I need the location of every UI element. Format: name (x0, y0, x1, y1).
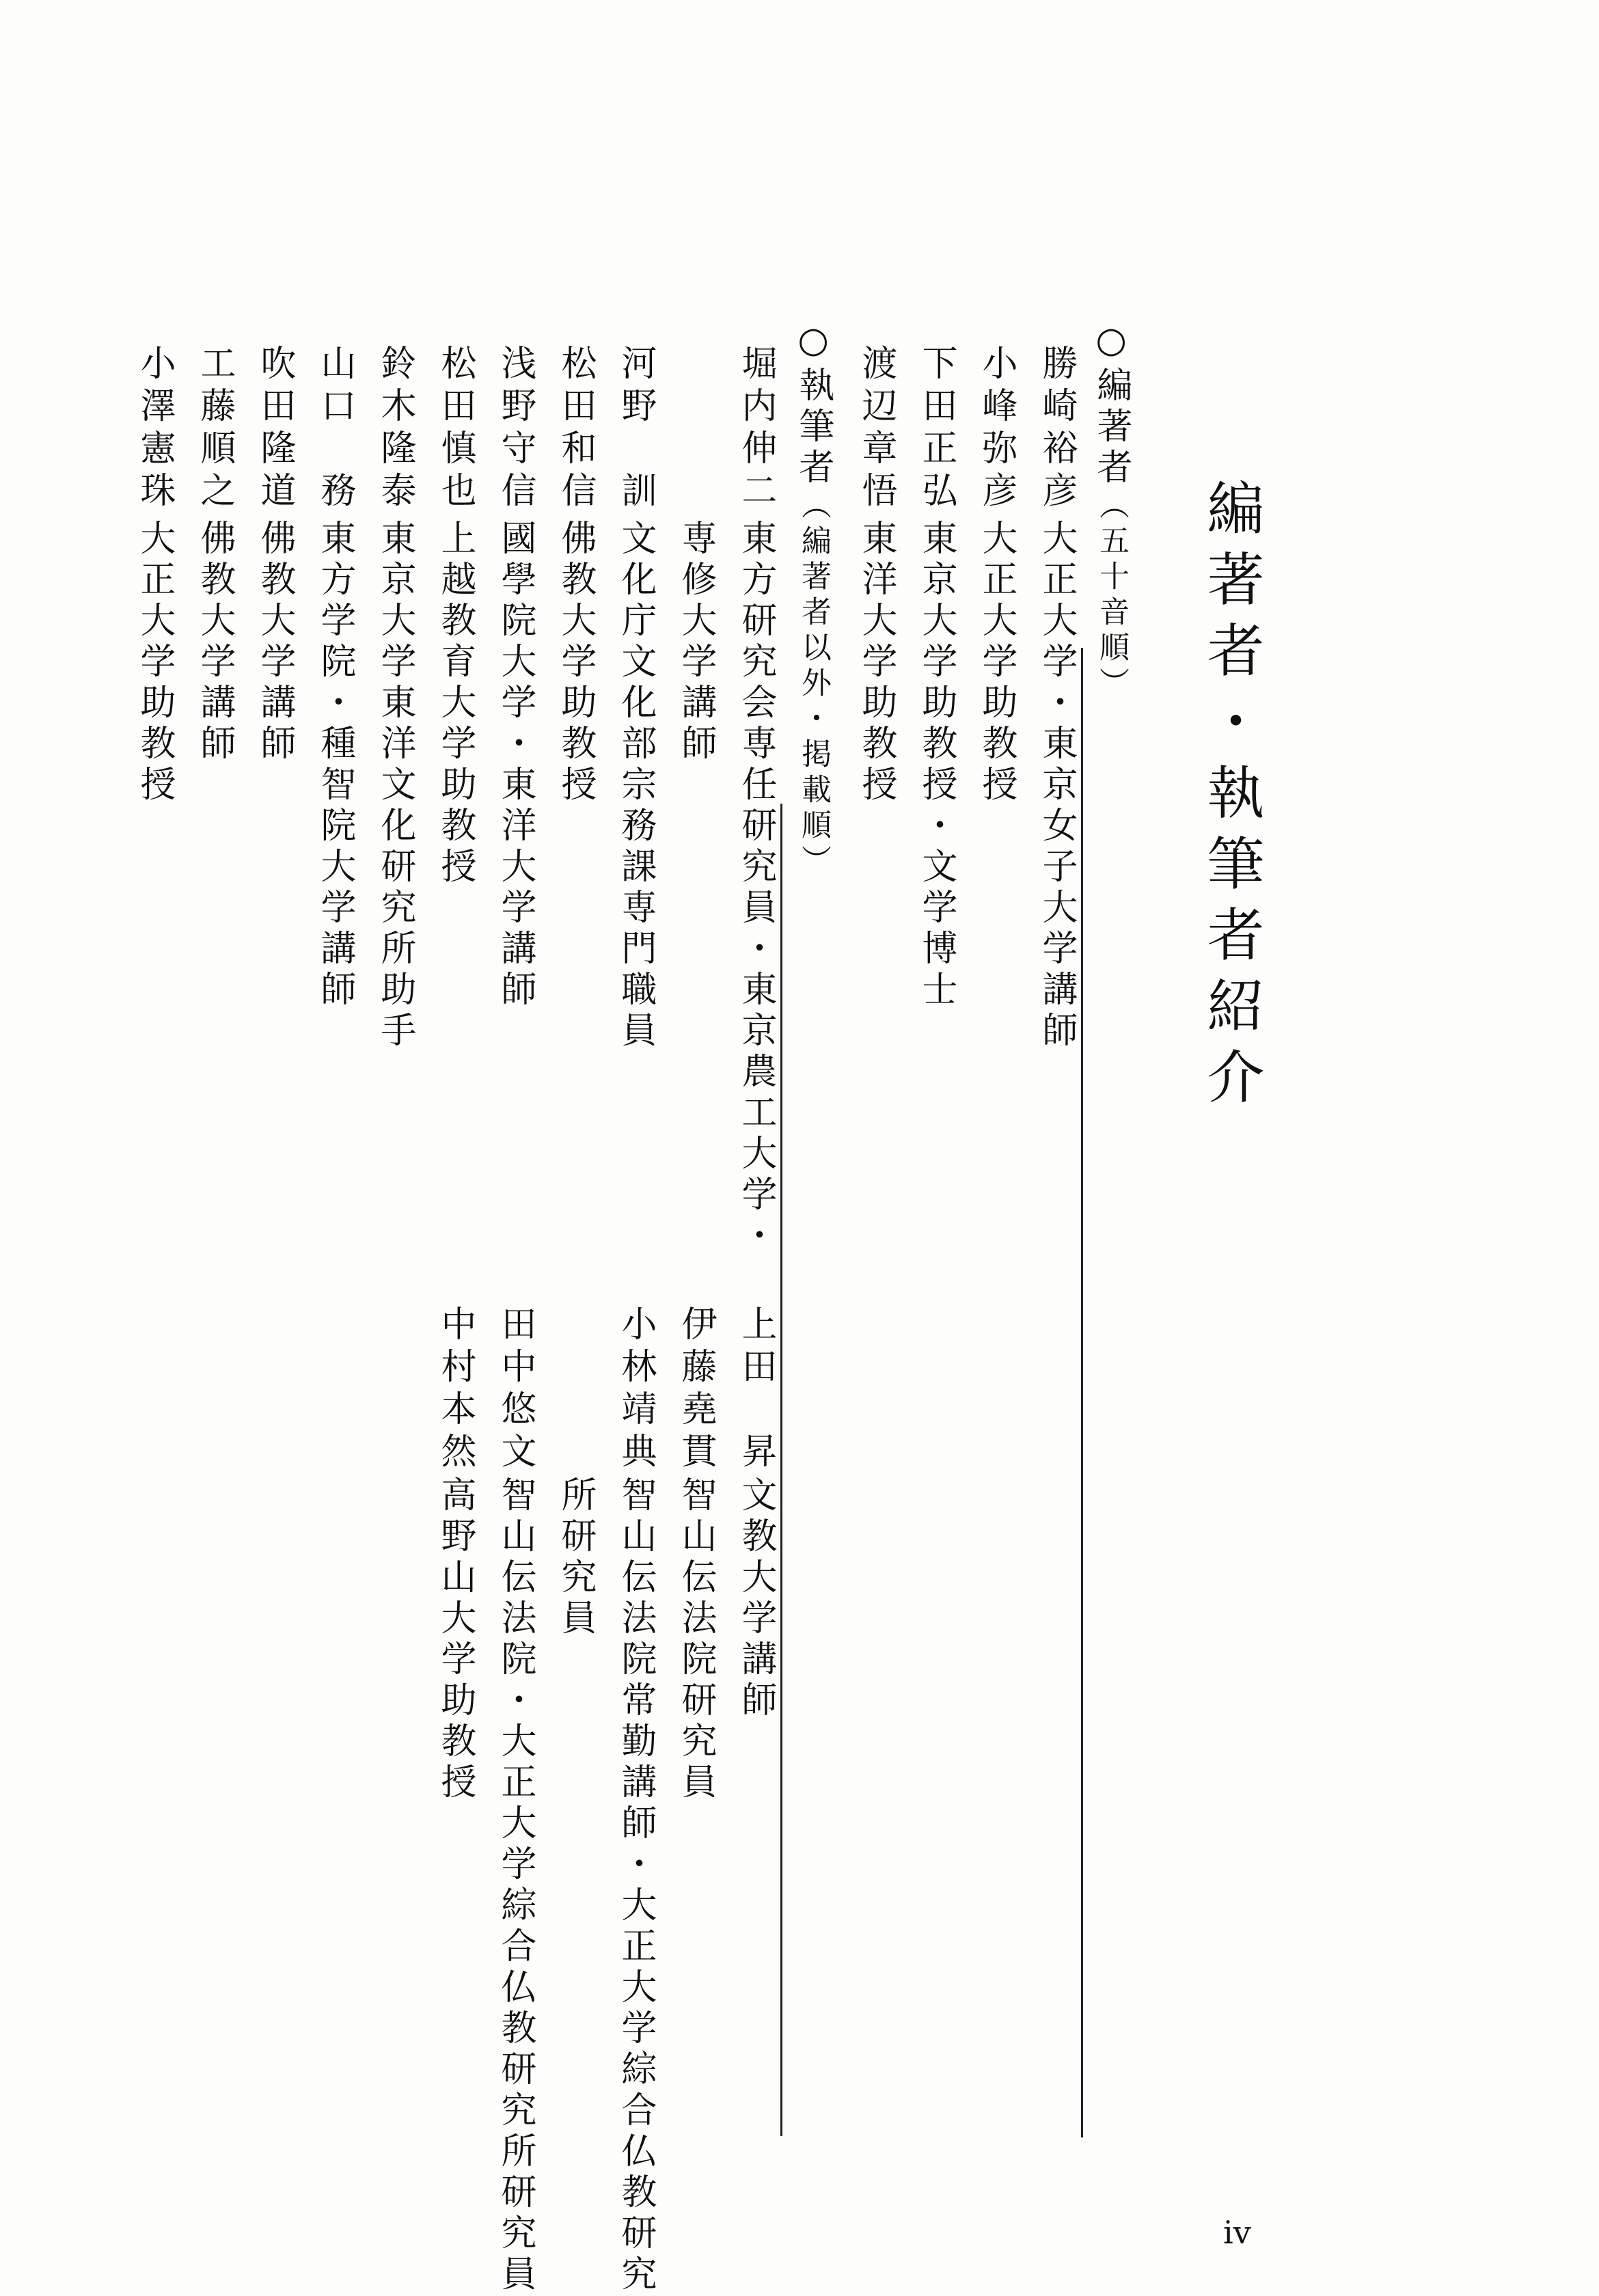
editor-affiliation: 大正大学・東京女子大学講師 (1036, 519, 1077, 1052)
writer-affiliation: 國學院大学・東洋大学講師 (495, 519, 536, 1011)
writer-name: 伊藤堯貫 (675, 1305, 716, 1475)
writer-affiliation: 智山伝法院・大正大学綜合仏教研究所研究員 (495, 1476, 536, 2296)
editors-heading (1091, 320, 1132, 702)
writers-heading-label: ○執筆者 (793, 320, 834, 489)
editor-name: 渡辺章悟 (856, 344, 897, 514)
writer-name: 小林靖典 (615, 1305, 656, 1475)
writer-name: 工藤順之 (194, 344, 235, 514)
editors-heading-label: ○編著者 (1091, 320, 1132, 489)
writer-affiliation: 大正大学助教授 (134, 519, 175, 806)
writer-name: 小澤憲珠 (134, 344, 175, 514)
writer-affiliation: 東方学院・種智院大学講師 (314, 519, 355, 1011)
editor-affiliation: 東洋大学助教授 (856, 519, 897, 806)
page-number: iv (1223, 2214, 1251, 2251)
writer-affiliation: 佛教大学講師 (194, 519, 235, 765)
page-title: 編著者・執筆者紹介 (1198, 478, 1265, 1118)
writer-affiliation: 智山伝法院常勤講師・大正大学綜合仏教研究 (615, 1476, 656, 2296)
editor-affiliation: 大正大学助教授 (976, 519, 1017, 806)
writer-affiliation-continued: 所研究員 (555, 1476, 596, 1640)
writer-name: 田中悠文 (495, 1305, 536, 1475)
editor-affiliation: 東京大学助教授・文学博士 (916, 519, 957, 1011)
writer-name: 鈴木隆泰 (374, 344, 415, 514)
editor-name: 勝崎裕彦 (1036, 344, 1077, 514)
writer-affiliation: 智山伝法院研究員 (675, 1476, 716, 1804)
writer-affiliation: 東方研究会専任研究員・東京農工大学・ (735, 519, 776, 1257)
writers-heading (793, 320, 834, 880)
editor-name: 小峰弥彦 (976, 344, 1017, 514)
writer-name: 中村本然 (435, 1305, 476, 1475)
writer-affiliation: 佛教大学講師 (254, 519, 295, 765)
writer-name: 山口 務 (314, 344, 355, 514)
writer-affiliation: 東京大学東洋文化研究所助手 (374, 519, 415, 1052)
writer-name: 堀内伸二 (735, 344, 776, 514)
writers-rule (780, 804, 782, 2136)
writers-heading-note: （編著者以外・掲載順） (796, 489, 831, 880)
writer-name: 松田和信 (555, 344, 596, 514)
writer-name: 河野 訓 (615, 344, 656, 514)
writer-affiliation: 文教大学講師 (735, 1476, 776, 1722)
writer-affiliation: 上越教育大学助教授 (435, 519, 476, 888)
writer-affiliation: 高野山大学助教授 (435, 1476, 476, 1804)
writer-affiliation: 文化庁文化部宗務課専門職員 (615, 519, 656, 1052)
writer-affiliation: 佛教大学助教授 (555, 519, 596, 806)
writer-name: 吹田隆道 (254, 344, 295, 514)
writer-affiliation-continued: 専修大学講師 (675, 519, 716, 765)
writer-name: 浅野守信 (495, 344, 536, 514)
editors-heading-note: （五十音順） (1094, 489, 1129, 702)
editors-rule (1081, 648, 1083, 2137)
writer-name: 松田慎也 (435, 344, 476, 514)
writer-name: 上田 昇 (735, 1305, 776, 1475)
editor-name: 下田正弘 (916, 344, 957, 514)
